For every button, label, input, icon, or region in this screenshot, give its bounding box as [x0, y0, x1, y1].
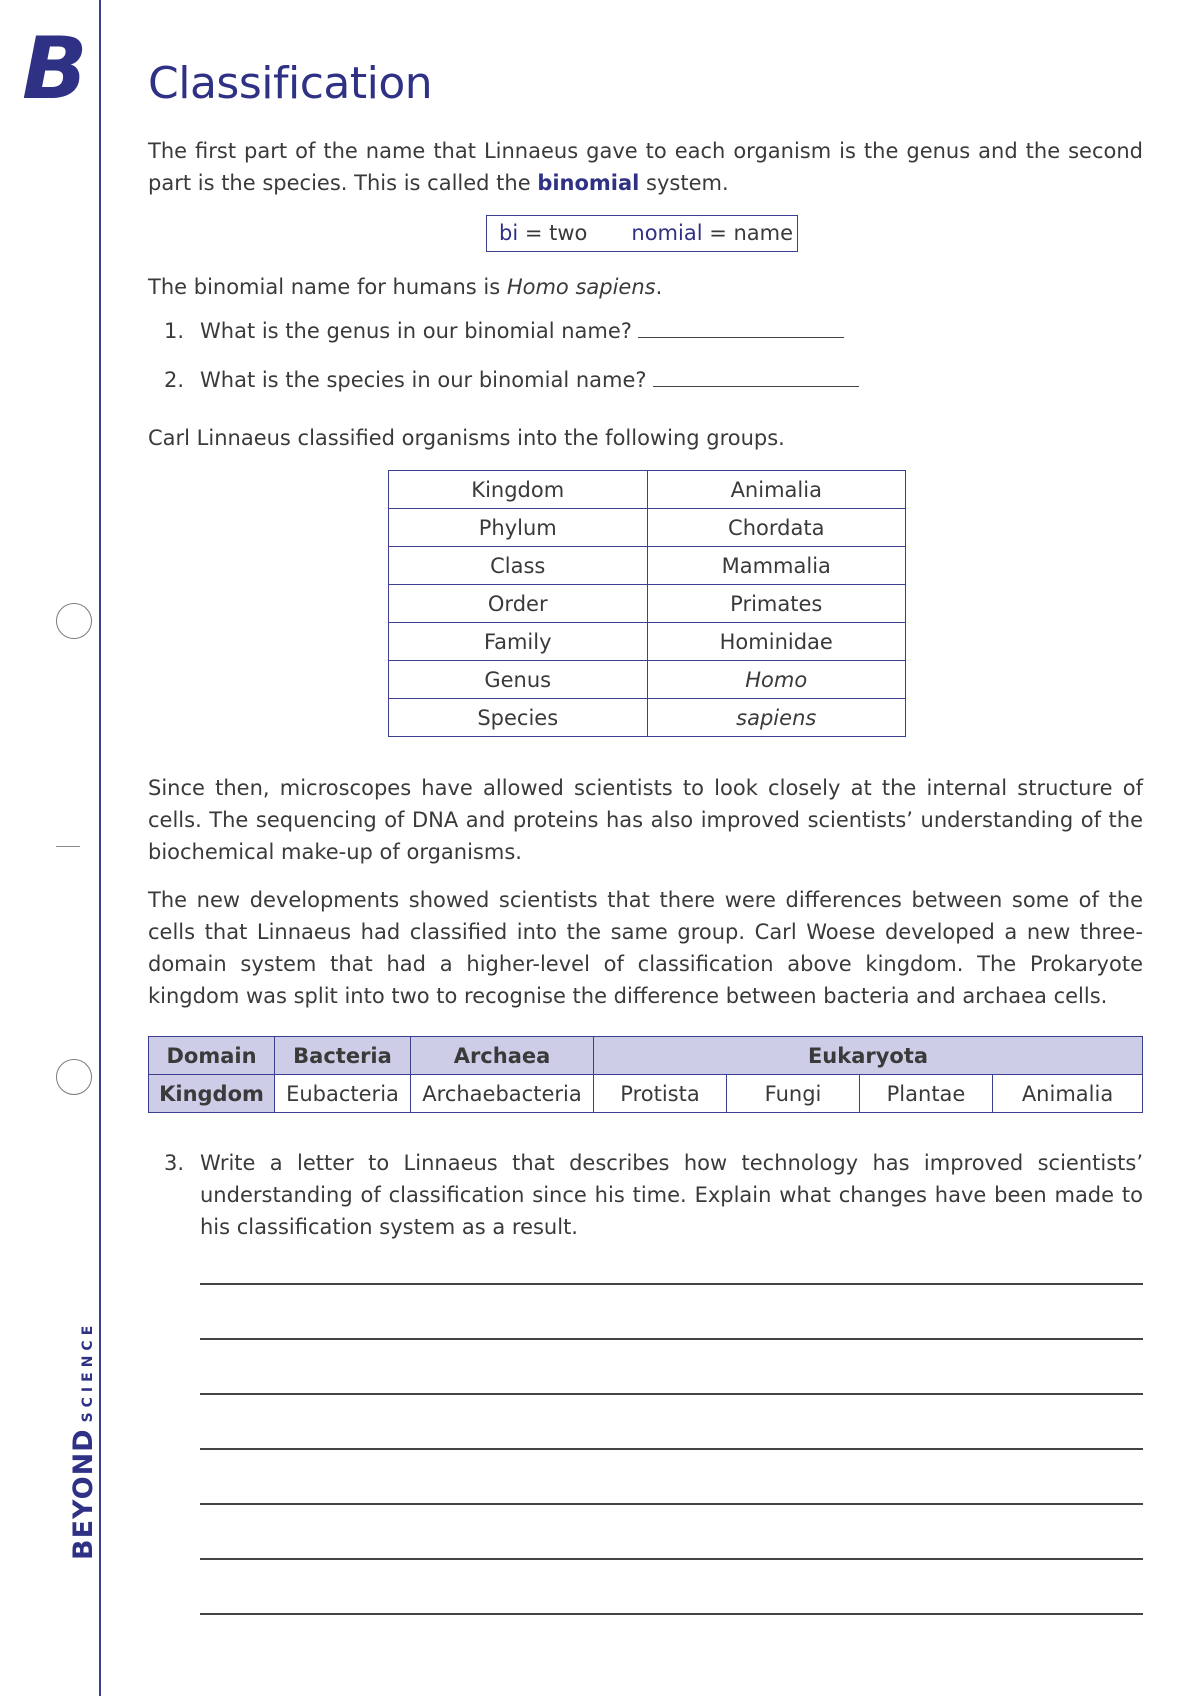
kingdom-cell: Plantae: [860, 1075, 993, 1113]
domain-row: [149, 1037, 1143, 1075]
bi-meaning: = two: [518, 221, 588, 245]
value-cell: Mammalia: [647, 547, 906, 585]
kingdom-row: [149, 1075, 1143, 1113]
margin-line: [99, 0, 101, 1696]
table-row: [389, 661, 906, 699]
rank-cell: Species: [389, 699, 648, 737]
microscopes-paragraph: Since then, microscopes have allowed scientists to look closely at the internal structure of cells. The sequencing of DNA and proteins has also improved scientists’ understanding of the biochemical make-up of organisms.: [148, 776, 1143, 864]
answer-blank-1[interactable]: [638, 315, 844, 338]
page-title: Classification: [148, 58, 433, 109]
writing-line[interactable]: [200, 1503, 1143, 1505]
value-cell: Chordata: [647, 509, 906, 547]
kingdom-cell: Animalia: [993, 1075, 1143, 1113]
value-cell: sapiens: [647, 699, 906, 737]
writing-line[interactable]: [200, 1283, 1143, 1285]
domain-table: [148, 1036, 1143, 1113]
kingdom-label-cell: Kingdom: [149, 1075, 275, 1113]
domain-label-cell: Domain: [149, 1037, 275, 1075]
question-3: [164, 1147, 1143, 1243]
value-cell: Hominidae: [647, 623, 906, 661]
punch-hole-top: [56, 603, 92, 639]
brand-name-big: BEYOND: [68, 1428, 99, 1560]
definition-box: [486, 215, 798, 252]
writing-line[interactable]: [200, 1393, 1143, 1395]
rank-cell: Kingdom: [389, 471, 648, 509]
nomial-term: nomial: [631, 221, 703, 245]
rank-cell: Class: [389, 547, 648, 585]
punch-hole-bottom: [56, 1059, 92, 1095]
brand-logo: B: [22, 19, 88, 119]
binomial-highlight: binomial: [537, 171, 640, 195]
writing-line[interactable]: [200, 1448, 1143, 1450]
kingdom-cell: Archaebacteria: [411, 1075, 594, 1113]
nomial-meaning: = name: [702, 221, 794, 245]
bi-term: bi: [499, 221, 519, 245]
writing-line[interactable]: [200, 1558, 1143, 1560]
kingdom-cell: Protista: [594, 1075, 727, 1113]
question-2: [164, 364, 859, 396]
intro-paragraph: [148, 135, 1143, 199]
writing-line[interactable]: [200, 1613, 1143, 1615]
value-cell: Primates: [647, 585, 906, 623]
binomial-humans: Homo sapiens: [506, 275, 656, 299]
humans-suffix: .: [655, 275, 663, 299]
question-text: What is the genus in our binomial name?: [200, 319, 632, 343]
question-number: 2.: [164, 368, 185, 392]
table-row: [389, 585, 906, 623]
rank-cell: Phylum: [389, 509, 648, 547]
kingdom-cell: Fungi: [727, 1075, 860, 1113]
writing-line[interactable]: [200, 1338, 1143, 1340]
developments-paragraph: The new developments showed scientists that there were differences between some of the cells that Linnaeus had classified into the same group. Carl Woese developed a new three-domain system that had a higher-level of classification above kingdom. The Prokaryote kingdom was split into two to recognise the difference between bacteria and archaea cells.: [148, 888, 1143, 1008]
question-1: [164, 315, 844, 347]
question-number: 3.: [164, 1151, 185, 1175]
table-row: [389, 623, 906, 661]
intro-text-1: The first part of the name that Linnaeus gave to each organism is the genus and the second part is the species. This is called the: [148, 139, 1143, 195]
table-row: [389, 547, 906, 585]
table-row: [389, 509, 906, 547]
table-row: [389, 471, 906, 509]
value-cell: Animalia: [647, 471, 906, 509]
rank-cell: Genus: [389, 661, 648, 699]
question-text: Write a letter to Linnaeus that describes how technology has improved scientists’ understanding of classification since his time. Explain what changes have been made to his classification system as a result.: [200, 1151, 1143, 1239]
domain-cell: Bacteria: [275, 1037, 411, 1075]
humans-sentence: [148, 271, 1143, 303]
question-text: What is the species in our binomial name?: [200, 368, 647, 392]
table-row: [389, 699, 906, 737]
value-cell: Homo: [647, 661, 906, 699]
domain-cell: Eukaryota: [594, 1037, 1143, 1075]
humans-prefix: The binomial name for humans is: [148, 275, 507, 299]
question-number: 1.: [164, 319, 185, 343]
rank-cell: Family: [389, 623, 648, 661]
brand-name-small: SCIENCE: [80, 1320, 96, 1423]
intro-text-2: system.: [639, 171, 729, 195]
answer-blank-2[interactable]: [653, 364, 859, 387]
linnaeus-table: [388, 470, 906, 737]
rank-cell: Order: [389, 585, 648, 623]
kingdom-cell: Eubacteria: [275, 1075, 411, 1113]
domain-cell: Archaea: [411, 1037, 594, 1075]
fold-mark: [56, 846, 80, 847]
groups-intro: Carl Linnaeus classified organisms into the following groups.: [148, 426, 785, 450]
